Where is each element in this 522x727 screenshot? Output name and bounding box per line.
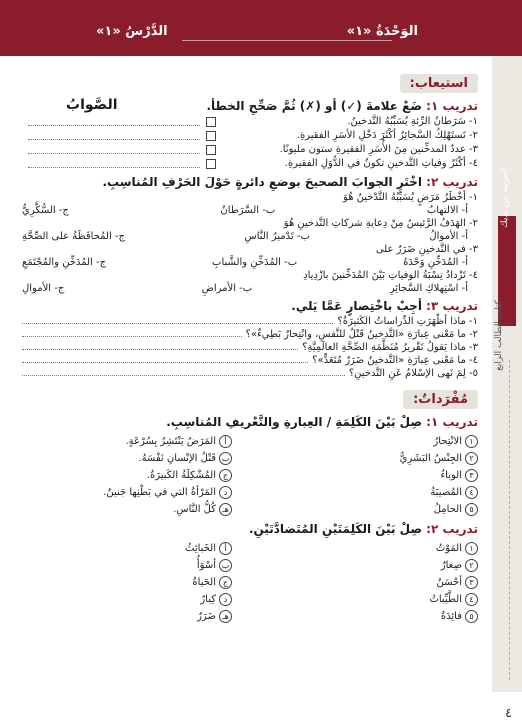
section-vocabulary: مُفْرَداتٌ: bbox=[403, 390, 478, 409]
vocab-ex1-title bbox=[22, 415, 478, 429]
number-badge: ١ bbox=[465, 435, 478, 448]
number-badge: ٢ bbox=[465, 452, 478, 465]
match-opposite[interactable] bbox=[22, 591, 232, 608]
match-definition[interactable] bbox=[22, 501, 232, 518]
page-header bbox=[0, 0, 522, 56]
word-text: صِغارٌ bbox=[440, 560, 462, 571]
match-word[interactable] bbox=[429, 540, 478, 557]
word-text: الطَّيِّباتُ bbox=[429, 594, 462, 605]
opposite-text: الحَياةُ bbox=[192, 577, 216, 588]
word-text: المُصيبَةُ bbox=[430, 487, 462, 498]
letter-badge: ج bbox=[219, 576, 232, 589]
match-words bbox=[400, 433, 478, 518]
vocab-ex1-number: تدريب ١: bbox=[426, 415, 478, 429]
mc-option[interactable]: ج- السُّكَّرِيُّ bbox=[22, 205, 69, 216]
tf-answer-row bbox=[22, 115, 216, 129]
mc-option[interactable]: ج- الأموالِ bbox=[22, 283, 65, 294]
number-badge: ٣ bbox=[465, 469, 478, 482]
word-text: الانْتِحارُ bbox=[433, 436, 462, 447]
match-opposite[interactable] bbox=[22, 557, 232, 574]
mc-option[interactable]: أ- الالتهابُ bbox=[426, 205, 468, 216]
page-content bbox=[22, 72, 478, 625]
opposite-text: ضَرَرٌ bbox=[197, 611, 216, 622]
definition-text: كُلُّ النَّاسِ. bbox=[173, 504, 216, 515]
tf-answer-row bbox=[22, 157, 216, 171]
match-word[interactable] bbox=[429, 591, 478, 608]
match-definition[interactable] bbox=[22, 467, 232, 484]
ex3-number: تدريب ٣: bbox=[426, 299, 478, 313]
tf-statement: ٣- عددُ المدخِّنين مِنَ الأُسَرِ الفقيرةِ ستون مليونًا. bbox=[279, 144, 478, 155]
definition-text: المَرْأةُ التي في بَطْنِها جَنينٌ. bbox=[103, 487, 216, 498]
match-block-1 bbox=[22, 433, 478, 518]
answer-line[interactable] bbox=[28, 160, 200, 168]
word-text: الحامِلُ bbox=[433, 504, 462, 515]
question-text: ٢- ما مَعْنى عِبارَةِ «التَّدخينُ قَتْلٌ للنَّفسِ، وانْتِحارٌ بَطِيءٌ»؟ bbox=[245, 329, 478, 340]
check-box[interactable] bbox=[206, 159, 216, 169]
match-opposite[interactable] bbox=[22, 608, 232, 625]
number-badge: ٤ bbox=[465, 593, 478, 606]
definition-text: المُشْكِلَةُ الكَبيرَةُ. bbox=[146, 470, 216, 481]
mc-question bbox=[22, 243, 478, 269]
tf-statement: ١- سَرَطانُ الرِّئةِ يُسَبِّبُهُ التَّدخينُ. bbox=[347, 116, 478, 127]
match-word[interactable] bbox=[429, 557, 478, 574]
section-comprehension: استيعاب: bbox=[400, 74, 478, 93]
answer-line[interactable] bbox=[28, 146, 200, 154]
letter-badge: د bbox=[219, 486, 232, 499]
mc-question-text: ٤- تَزْدادُ نِسْبَةُ الوفياتِ بَيْنَ المُدَخِّنينَ بازْدِيادِ bbox=[303, 270, 478, 281]
ex3-instruction: أجِبْ باخْتِصارٍ عَمَّا يَلي. bbox=[291, 299, 427, 313]
check-box[interactable] bbox=[206, 117, 216, 127]
header-divider bbox=[182, 40, 392, 41]
page-number: ٤ bbox=[505, 706, 512, 721]
tf-statement: ٤- أكْثَرُ وفياتِ التَّدخينِ تكونُ في الدُّوَلِ الفقيرةِ. bbox=[284, 158, 478, 169]
number-badge: ٢ bbox=[465, 559, 478, 572]
ex1-number: تدريب ١: bbox=[426, 99, 478, 113]
tf-answer-row bbox=[22, 129, 216, 143]
tf-statements bbox=[216, 115, 478, 171]
match-word[interactable] bbox=[400, 433, 478, 450]
mc-option[interactable]: ج- المُحافَظَةُ على الصِّحَّةِ bbox=[22, 231, 125, 242]
word-text: الجِنْسُ البَشَرِيُّ bbox=[399, 453, 462, 464]
tf-statement: ٢- تَستَهْلِكُ السَّجائِرُ أكْثَرَ دَخْلِ الأسَرِ الفقيرةِ. bbox=[296, 130, 478, 141]
opposite-text: الخَبائِثُ bbox=[185, 543, 216, 554]
answer-line[interactable] bbox=[22, 341, 298, 350]
ex2-number: تدريب ٢: bbox=[426, 175, 478, 189]
unit-label: الوَحْدَةُ «١» bbox=[346, 24, 418, 39]
match-definition[interactable] bbox=[22, 484, 232, 501]
ex1-instruction: ضَعْ علامةَ (✓) أو (✗) ثُمَّ صَحِّحِ الخطأ. bbox=[206, 99, 427, 113]
mc-option[interactable]: ب- تَدْميرُ النَّاسِ bbox=[244, 231, 310, 242]
match-word[interactable] bbox=[400, 484, 478, 501]
answer-line[interactable] bbox=[28, 118, 200, 126]
opposite-answers bbox=[22, 540, 232, 625]
correct-header: الصَّوابُ bbox=[66, 97, 118, 113]
definition-text: المَرَضُ يَنْتَشِرُ بِسُرْعَةٍ. bbox=[125, 436, 216, 447]
check-box[interactable] bbox=[206, 131, 216, 141]
mc-options bbox=[22, 256, 478, 269]
definition-text: قَتْلُ الإنْسانِ نَفْسَهُ. bbox=[138, 453, 216, 464]
mc-option[interactable]: أ- المُدَخِّنِ وَحْدَهُ bbox=[403, 257, 468, 268]
mc-option[interactable]: ب- المُدَخِّنِ والشَّبابِ bbox=[212, 257, 298, 268]
side-book-series: العربية بين يديك bbox=[500, 168, 510, 228]
question-text: ٤- ما مَعْنى عِبارَةِ «التَّدخينُ ضَرَرٌ مُتَعَدٍّ»؟ bbox=[312, 355, 478, 366]
mc-question bbox=[22, 217, 478, 243]
match-opposite[interactable] bbox=[22, 540, 232, 557]
answer-line[interactable] bbox=[22, 354, 308, 363]
number-badge: ٣ bbox=[465, 576, 478, 589]
word-text: الوباءُ bbox=[440, 470, 462, 481]
mc-question-text: ٢- الهَدَفُ الرَّئيسُ مِنْ دِعايةِ شركاتِ التَّدخينِ هُوَ bbox=[283, 218, 478, 229]
mc-options bbox=[22, 230, 478, 243]
match-definition[interactable] bbox=[22, 433, 232, 450]
answer-line[interactable] bbox=[22, 328, 242, 337]
mc-question-text: ١- أخْطَرُ مَرَضٍ يُسَبِّبُهُ التَّدْخينُ هُوَ bbox=[343, 192, 478, 203]
mc-question bbox=[22, 269, 478, 295]
side-band bbox=[492, 56, 522, 692]
mc-option[interactable]: أ- اسْتِهلاكِ السَّجائِرِ bbox=[389, 283, 468, 294]
match-opposite[interactable] bbox=[22, 574, 232, 591]
opposite-words bbox=[429, 540, 478, 625]
ex2-title bbox=[22, 175, 478, 189]
mc-options bbox=[22, 204, 478, 217]
letter-badge: هـ bbox=[219, 610, 232, 623]
short-question bbox=[22, 367, 478, 380]
number-badge: ٥ bbox=[465, 503, 478, 516]
check-box[interactable] bbox=[206, 145, 216, 155]
letter-badge: ج bbox=[219, 469, 232, 482]
mc-option[interactable]: أ- الأموالُ bbox=[429, 231, 468, 242]
vocab-ex2-title bbox=[22, 522, 478, 536]
match-word[interactable] bbox=[400, 501, 478, 518]
mc-option[interactable]: ج- المُدَخِّنِ والمُجْتَمَعِ bbox=[22, 257, 107, 268]
short-question bbox=[22, 341, 478, 354]
mc-question-text: ٣- في التَّدخينِ ضَرَرٌ على bbox=[375, 244, 478, 255]
short-question bbox=[22, 354, 478, 367]
letter-badge: هـ bbox=[219, 503, 232, 516]
question-text: ٣- ماذا يَقولُ تَقْريرُ مُنَظَّمَةِ الصِّحَّةِ العالَمِيَّةِ؟ bbox=[302, 342, 478, 353]
question-text: ١- ماذا أظْهَرَتِ الدِّراساتُ الكَثيرَةُ؟ bbox=[337, 316, 478, 327]
short-question bbox=[22, 328, 478, 341]
tf-answers bbox=[22, 97, 216, 171]
letter-badge: ب bbox=[219, 559, 232, 572]
letter-badge: أ bbox=[219, 435, 232, 448]
match-block-2 bbox=[22, 540, 478, 625]
word-text: المَوْتُ bbox=[435, 543, 462, 554]
number-badge: ٥ bbox=[465, 610, 478, 623]
mc-option[interactable]: ب- السَّرَطانُ bbox=[220, 205, 276, 216]
answer-line[interactable] bbox=[28, 132, 200, 140]
match-definitions bbox=[22, 433, 232, 518]
word-text: فائِدَةٌ bbox=[440, 611, 462, 622]
mc-question bbox=[22, 191, 478, 217]
short-question bbox=[22, 315, 478, 328]
ex2-instruction: اخْتَرِ الجوابَ الصحيحَ بوضعِ دائرةٍ حَوْلَ الحَرْفِ المُناسِبِ. bbox=[102, 175, 427, 189]
vocab-ex2-instruction: صِلْ بَيْنَ الكَلِمَتَيْنِ المُتَضادَّتَيْنِ. bbox=[248, 522, 427, 536]
match-word[interactable] bbox=[400, 467, 478, 484]
side-dotted-line bbox=[509, 360, 510, 680]
letter-badge: أ bbox=[219, 542, 232, 555]
match-word[interactable] bbox=[429, 574, 478, 591]
answer-line[interactable] bbox=[22, 315, 333, 324]
number-badge: ٤ bbox=[465, 486, 478, 499]
mc-option[interactable]: ب- الأمراضِ bbox=[201, 283, 253, 294]
opposite-text: أسْوَأُ bbox=[196, 560, 216, 571]
letter-badge: د bbox=[219, 593, 232, 606]
answer-line[interactable] bbox=[22, 367, 345, 376]
match-word[interactable] bbox=[400, 450, 478, 467]
number-badge: ١ bbox=[465, 542, 478, 555]
vocab-ex2-number: تدريب ٢: bbox=[426, 522, 478, 536]
opposite-text: كِبارٌ bbox=[200, 594, 216, 605]
ex3-title bbox=[22, 299, 478, 313]
tf-answer-row bbox=[22, 143, 216, 157]
mc-options bbox=[22, 282, 478, 295]
lesson-label: الدَّرْسُ «١» bbox=[96, 24, 168, 39]
question-text: ٥- لِمَ نَهى الإسْلامُ عَنِ التَّدخينِ؟ bbox=[348, 368, 478, 379]
word-text: أحْسَنُ bbox=[436, 577, 462, 588]
side-book-title: كتاب الطالب الرابع bbox=[494, 300, 504, 371]
vocab-ex1-instruction: صِلْ بَيْنَ الكَلِمَةِ / العِبارةِ والتَّعْريفِ المُناسِبِ. bbox=[166, 415, 427, 429]
match-word[interactable] bbox=[429, 608, 478, 625]
letter-badge: ب bbox=[219, 452, 232, 465]
match-definition[interactable] bbox=[22, 450, 232, 467]
